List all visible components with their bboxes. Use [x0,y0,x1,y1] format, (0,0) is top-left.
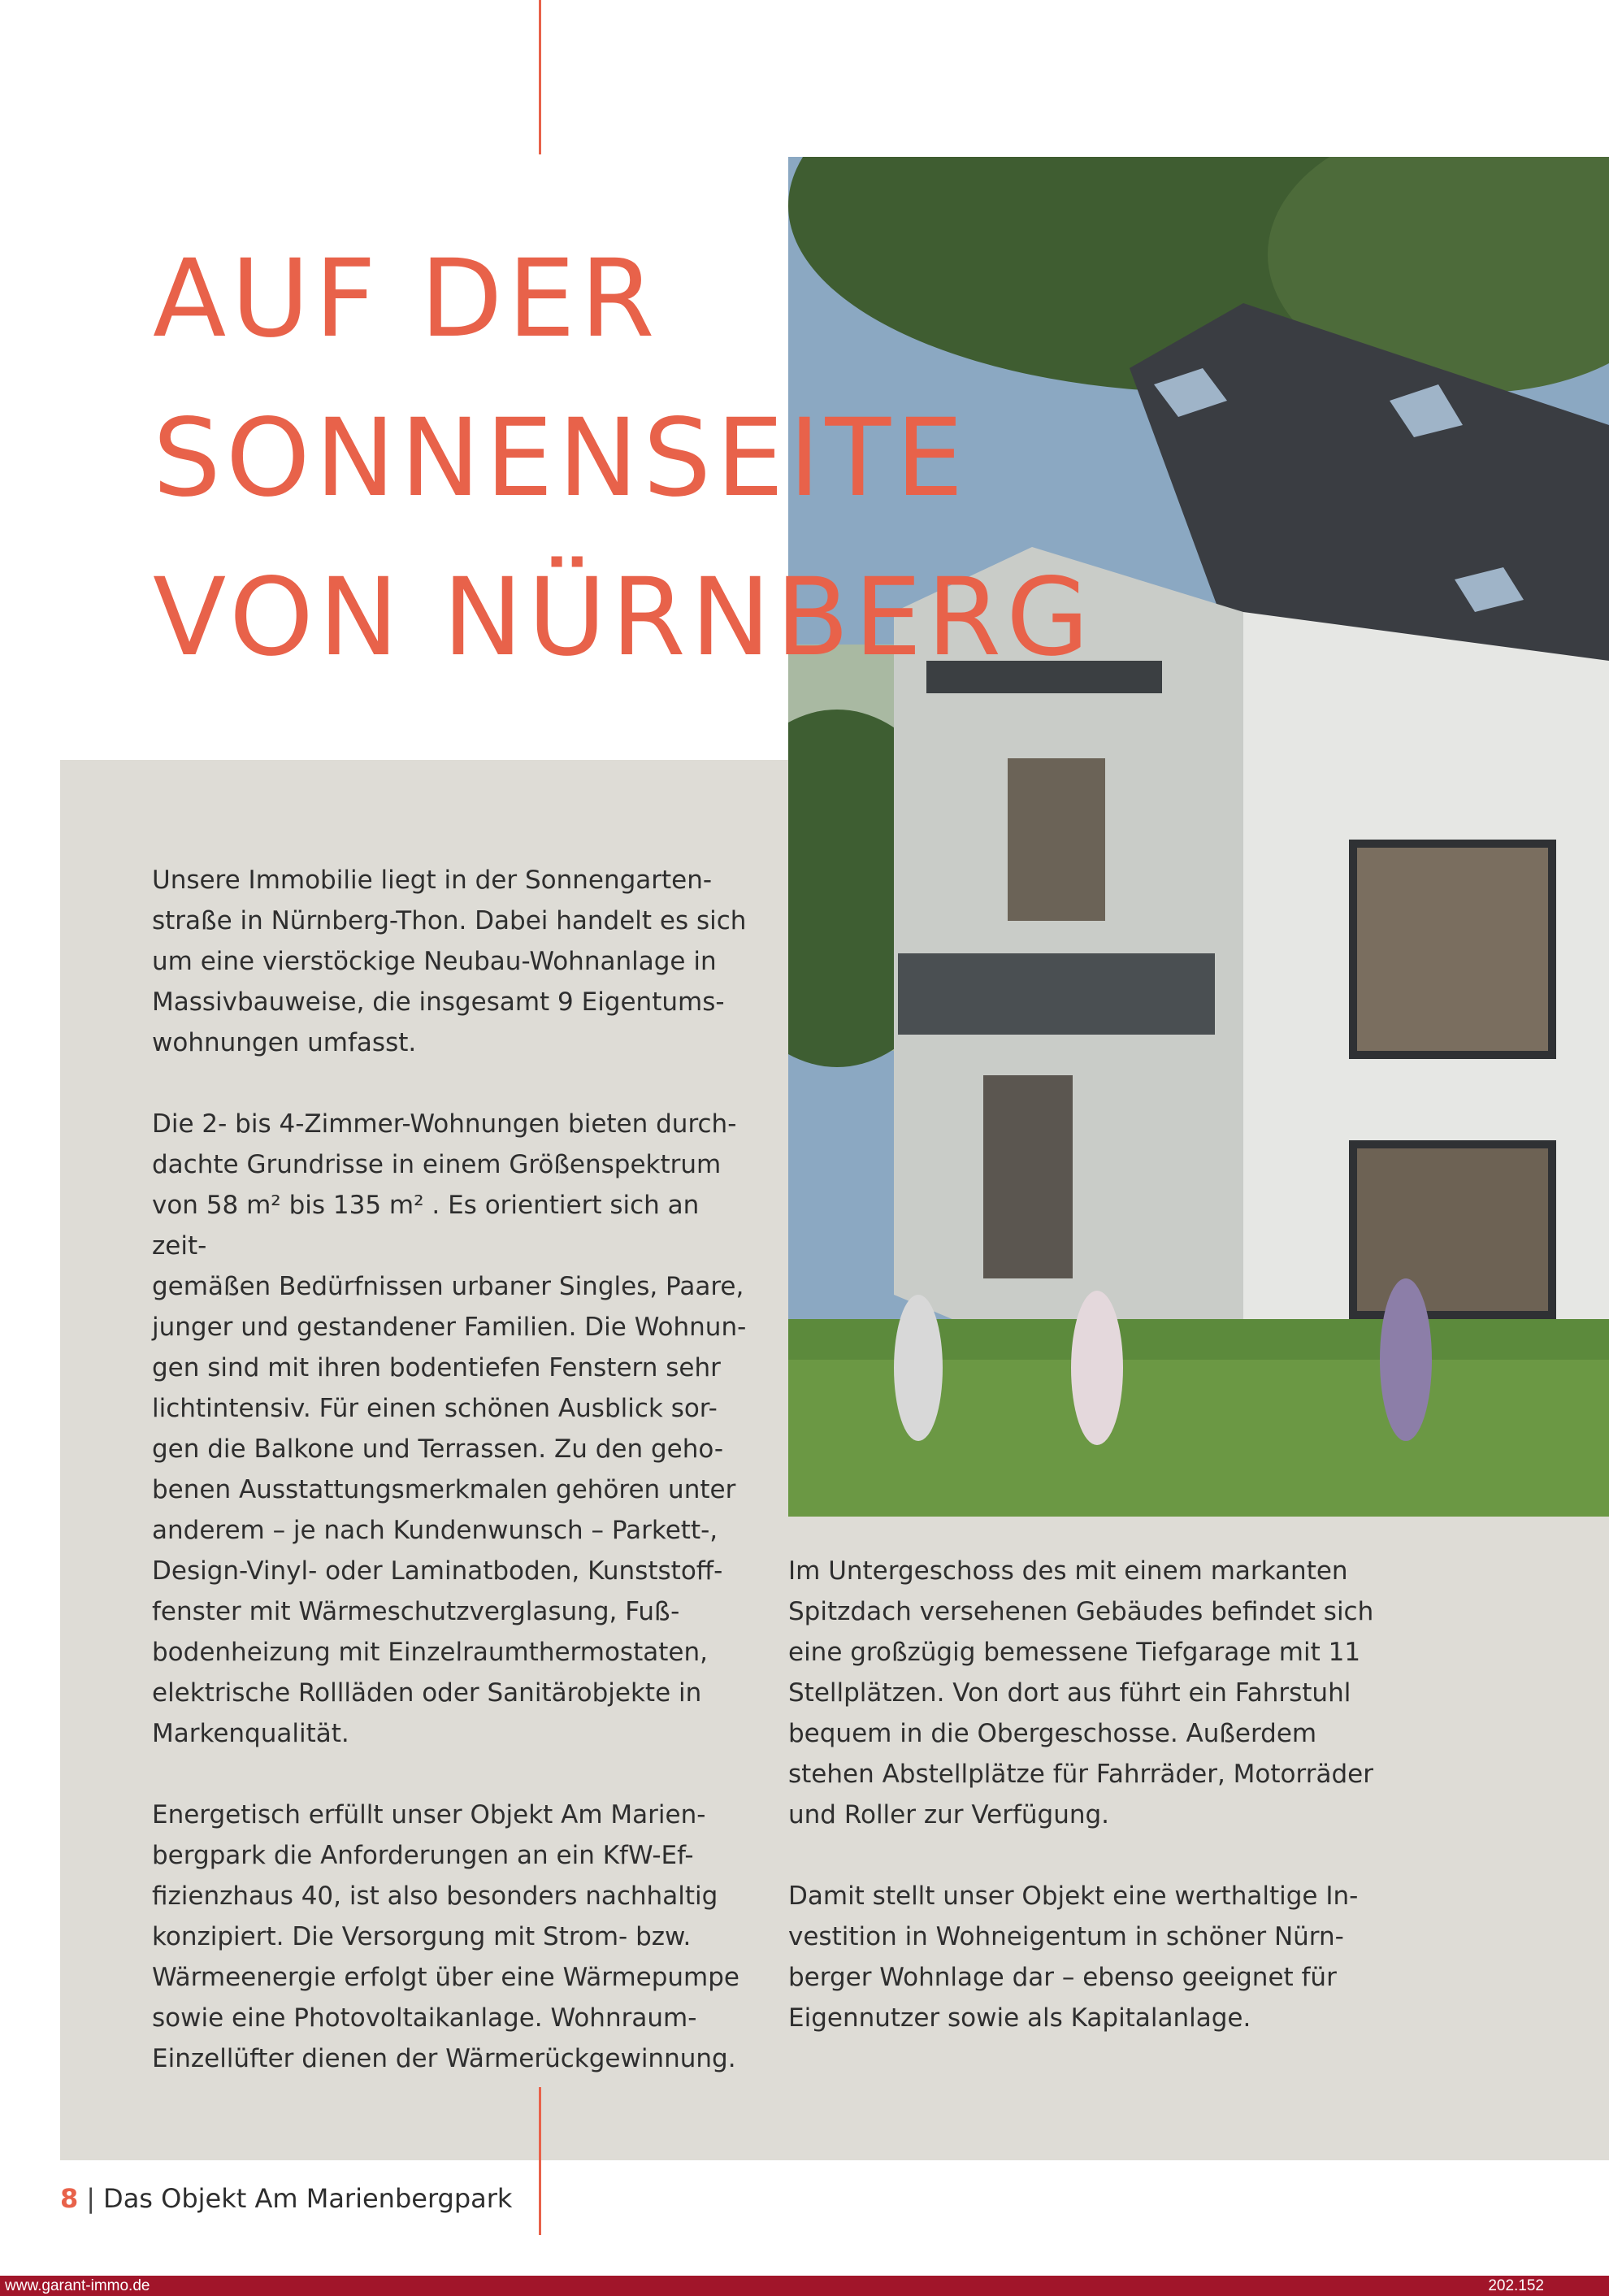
top-accent-line [539,0,541,154]
page-footer [60,2183,512,2214]
listing-code: 202.152 [1488,2277,1544,2294]
right-text-column [788,1551,1406,2079]
left-paragraph-3: Energetisch erfüllt unser Objekt Am Marien- bergpark die Anforderungen an ein KfW-Ef- fizienzhaus 40, ist also besonders nachhaltig konzipiert. Die Versorgung mit Strom- bzw. Wärmeenergie erfolgt über eine Wärmepumpe sowie eine Photovoltaikanlage. Wohnraum- Einzellüfter dienen der Wärmerückgewinnung. [152,1800,740,2073]
right-paragraph-2: Damit stellt unser Objekt eine werthaltige In- vestition in Wohneigentum in schöner Nürn- berger Wohnlage dar – ebenso geeignet für Eigennutzer sowie als Kapitalanlage. [788,1882,1359,2033]
page-number: 8 [60,2183,79,2214]
left-paragraph-1: Unsere Immobilie liegt in der Sonnengarten- straße in Nürnberg-Thon. Dabei handelt es sich um eine vierstöckige Neubau-Wohnanlage in Massivbauweise, die insgesamt 9 Eigentums- wohnungen umfasst. [152,866,747,1057]
bottom-info-bar [0,2276,1609,2296]
headline-line-2: SONNENSEITE [153,396,969,521]
right-paragraph-1: Im Untergeschoss des mit einem markanten Spitzdach versehenen Gebäudes befindet sich eine großzügig bemessene Tiefgarage mit 11 Stellplätzen. Von dort aus führt ein Fahrstuhl bequem in die Obergeschosse. Außerdem stehen Abstellplätze für Fahrräder, Motorräder und Roller zur Verfügung. [788,1556,1374,1829]
left-text-column [152,860,761,2120]
left-paragraph-2: Die 2- bis 4-Zimmer-Wohnungen bieten durch- dachte Grundrisse in einem Größenspektrum von 58 m² bis 135 m² . Es orientiert sich an zeit- gemäßen Bedürfnissen urbaner Singles, Paare, junger und gestandener Familien. Die Wohnun- gen sind mit ihren bodentiefen Fenstern sehr lichtintensiv. Für einen schönen Ausblick sor- gen die Balkone und Terrassen. Zu den geho- benen Ausstattungsmerkmalen gehören unter anderem – je nach Kundenwunsch – Parkett-, Design-Vinyl- oder Laminatboden, Kunststoff- fenster mit Wärmeschutzverglasung, Fuß- bodenheizung mit Einzelraumthermostaten, elektrische Rollläden oder Sanitärobjekte in Markenqualität. [152,1109,747,1748]
footer-separator: | [86,2183,96,2214]
headline-line-3: VON NÜRNBERG [153,555,1095,680]
page-headline [153,219,1094,697]
headline-line-1: AUF DER [153,237,660,362]
bottom-accent-line [539,2087,541,2235]
website-link[interactable]: www.garant-immo.de [5,2277,150,2294]
footer-section-title: Das Objekt Am Marienbergpark [103,2183,513,2214]
